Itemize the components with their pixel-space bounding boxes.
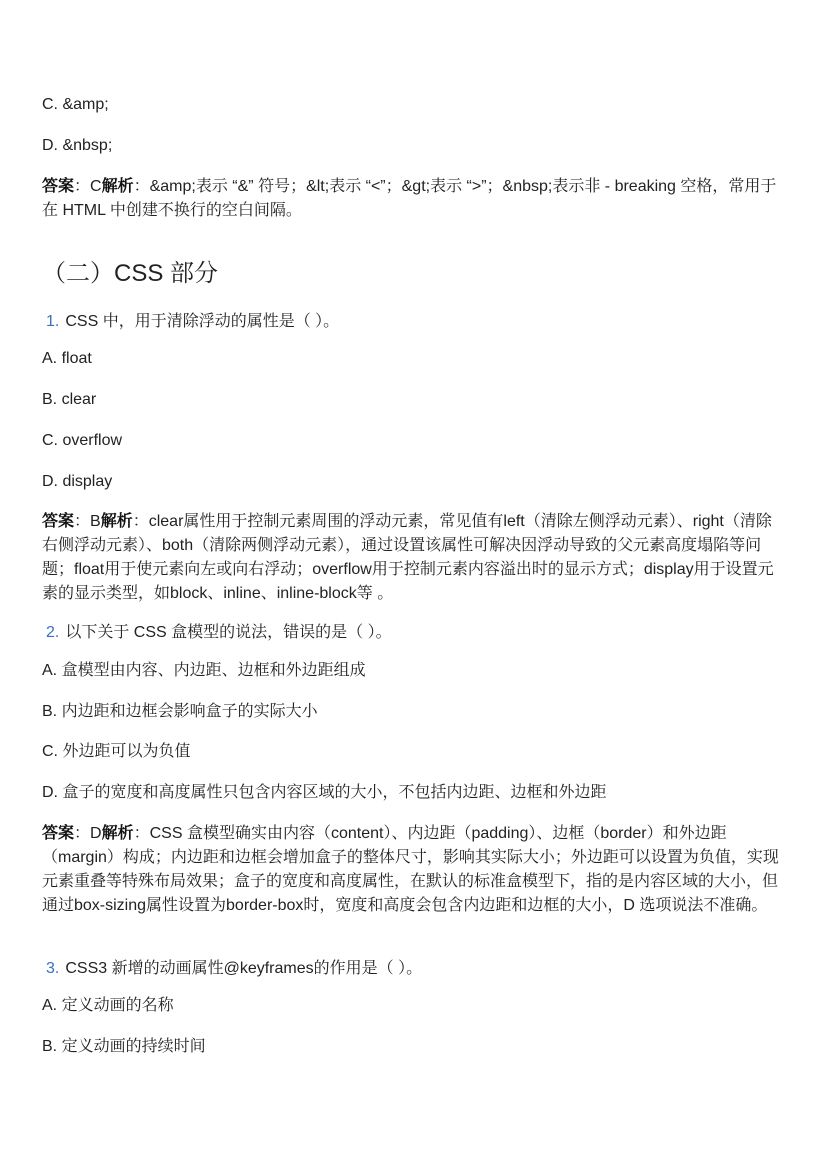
answer-label: 答案 <box>42 825 75 842</box>
analysis-text: ：CSS 盒模型确实由内容（content）、内边距（padding）、边框（border）和外边距（margin）构成；内边距和边框会增加盒子的整体尺寸，影响其实际大小；外边距可以设置为负值，实现元素重叠等特殊布局效果；盒子的宽度和高度属性，在默认的标准盒模型下，指的是内容区域的大小，但通过box-sizing属性设置为border-box时，宽度和高度会包含内边距和边框的大小，D 选项说法不准确。 <box>42 825 779 914</box>
answer-colon: ： <box>74 513 91 530</box>
option-c: C. overflow <box>42 432 123 449</box>
analysis-label: 解析 <box>101 825 134 842</box>
section-heading: （二）CSS 部分 <box>42 260 219 287</box>
option-a: A. float <box>42 350 92 367</box>
option-c: C. &amp; <box>42 96 109 113</box>
option-d: D. &nbsp; <box>42 137 113 154</box>
answer-colon: ： <box>74 825 91 842</box>
option-d: D. display <box>42 473 113 490</box>
analysis-text: ：&amp;表示 “&” 符号；&lt;表示 “<”；&gt;表示 “>”；&nbsp;表示非 - breaking 空格，常用于在 HTML 中创建不换行的空白间隔。 <box>42 178 777 219</box>
question-stem <box>42 312 339 332</box>
answer-label: 答案 <box>42 178 75 195</box>
question-text: CSS3 新增的动画属性@keyframes的作用是（ ）。 <box>65 960 423 977</box>
answer-colon: ： <box>74 178 91 195</box>
answer-letter: B <box>90 513 101 530</box>
question-number: 1. <box>46 313 60 330</box>
question-text: CSS 中，用于清除浮动的属性是（ ）。 <box>65 313 340 330</box>
question-text: 以下关于 CSS 盒模型的说法，错误的是（ ）。 <box>65 624 392 641</box>
analysis-label: 解析 <box>100 513 133 530</box>
answer-letter: D <box>90 825 102 842</box>
answer-block <box>42 175 787 223</box>
option-b: B. 定义动画的持续时间 <box>42 1038 206 1055</box>
option-d: D. 盒子的宽度和高度属性只包含内容区域的大小，不包括内边距、边框和外边距 <box>42 784 607 801</box>
answer-block <box>42 510 787 606</box>
option-a: A. 盒模型由内容、内边距、边框和外边距组成 <box>42 662 366 679</box>
answer-label: 答案 <box>42 513 75 530</box>
option-a: A. 定义动画的名称 <box>42 997 174 1014</box>
option-c: C. 外边距可以为负值 <box>42 743 191 760</box>
answer-block <box>42 822 787 918</box>
question-number: 3. <box>46 960 60 977</box>
question-number: 2. <box>46 624 60 641</box>
option-b: B. 内边距和边框会影响盒子的实际大小 <box>42 703 318 720</box>
analysis-text: ：clear属性用于控制元素周围的浮动元素，常见值有left（清除左侧浮动元素）、right（清除右侧浮动元素）、both（清除两侧浮动元素），通过设置该属性可解决因浮动导致的父元素高度塌陷等问题；float用于使元素向左或向右浮动；overflow用于控制元素内容溢出时的显示方式；display用于设置元素的显示类型，如block、inline、inline-block等 。 <box>42 513 774 602</box>
analysis-label: 解析 <box>101 178 134 195</box>
question-stem <box>42 959 422 979</box>
answer-letter: C <box>90 178 102 195</box>
question-stem <box>42 623 392 643</box>
option-b: B. clear <box>42 391 97 408</box>
